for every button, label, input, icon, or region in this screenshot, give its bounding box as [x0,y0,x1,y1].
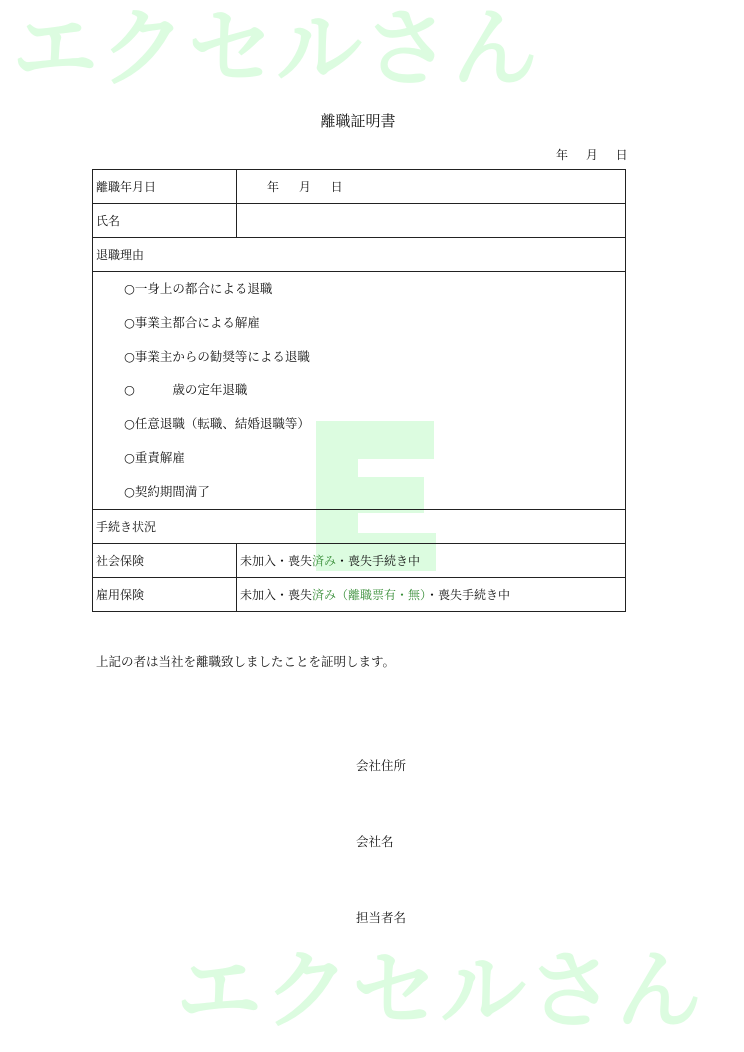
table-row [93,543,626,577]
table-row [93,204,626,238]
employment-insurance-value[interactable] [237,577,626,611]
certificate-table [92,169,626,612]
social-insurance-part-b: 済み [312,553,337,568]
reason-option[interactable]: ○事業主都合による解雇 [124,314,260,330]
reason-option[interactable]: ○契約期間満了 [124,483,210,499]
employment-insurance-label: 雇用保険 [93,577,237,611]
table-row [93,238,626,272]
reason-option[interactable]: ○ 歳の定年退職 [124,382,248,398]
table-row [93,577,626,611]
company-address-label[interactable]: 会社住所 [356,758,407,773]
table-row [93,272,626,510]
social-insurance-value[interactable] [237,543,626,577]
social-insurance-part-a: 未加入・喪失 [240,553,313,568]
name-value[interactable] [237,204,626,238]
procedure-label: 手続き状況 [93,509,626,543]
reason-option[interactable]: ○重責解雇 [124,449,185,465]
employment-insurance-part-c: ・喪失手続き中 [426,587,511,602]
person-in-charge-label[interactable]: 担当者名 [356,910,407,925]
social-insurance-part-c: ・喪失手続き中 [336,553,421,568]
reason-label: 退職理由 [93,238,626,272]
employment-insurance-part-b: 済み（離職票有・無） [312,587,427,602]
reason-option[interactable]: ○事業主からの勧奨等による退職 [124,348,310,364]
retire-date-value[interactable]: 年 月 日 [237,170,626,204]
name-label: 氏名 [93,204,237,238]
document-title: 離職証明書 [320,112,396,130]
table-row [93,170,626,204]
social-insurance-label: 社会保険 [93,543,237,577]
retire-date-label: 離職年月日 [93,170,237,204]
reason-option[interactable]: ○一身上の都合による退職 [124,281,273,296]
table-row [93,509,626,543]
reason-options [93,272,626,510]
certification-statement: 上記の者は当社を離職致しましたことを証明します。 [96,654,396,669]
watermark-text-top: エクセルさん [12,0,540,99]
company-name-label[interactable]: 会社名 [356,834,394,849]
employment-insurance-part-a: 未加入・喪失 [240,587,313,602]
issue-date[interactable]: 年 月 日 [556,148,628,162]
watermark-text-bottom: エクセルさん [176,941,704,1041]
reason-option[interactable]: ○任意退職（転職、結婚退職等） [124,416,310,432]
